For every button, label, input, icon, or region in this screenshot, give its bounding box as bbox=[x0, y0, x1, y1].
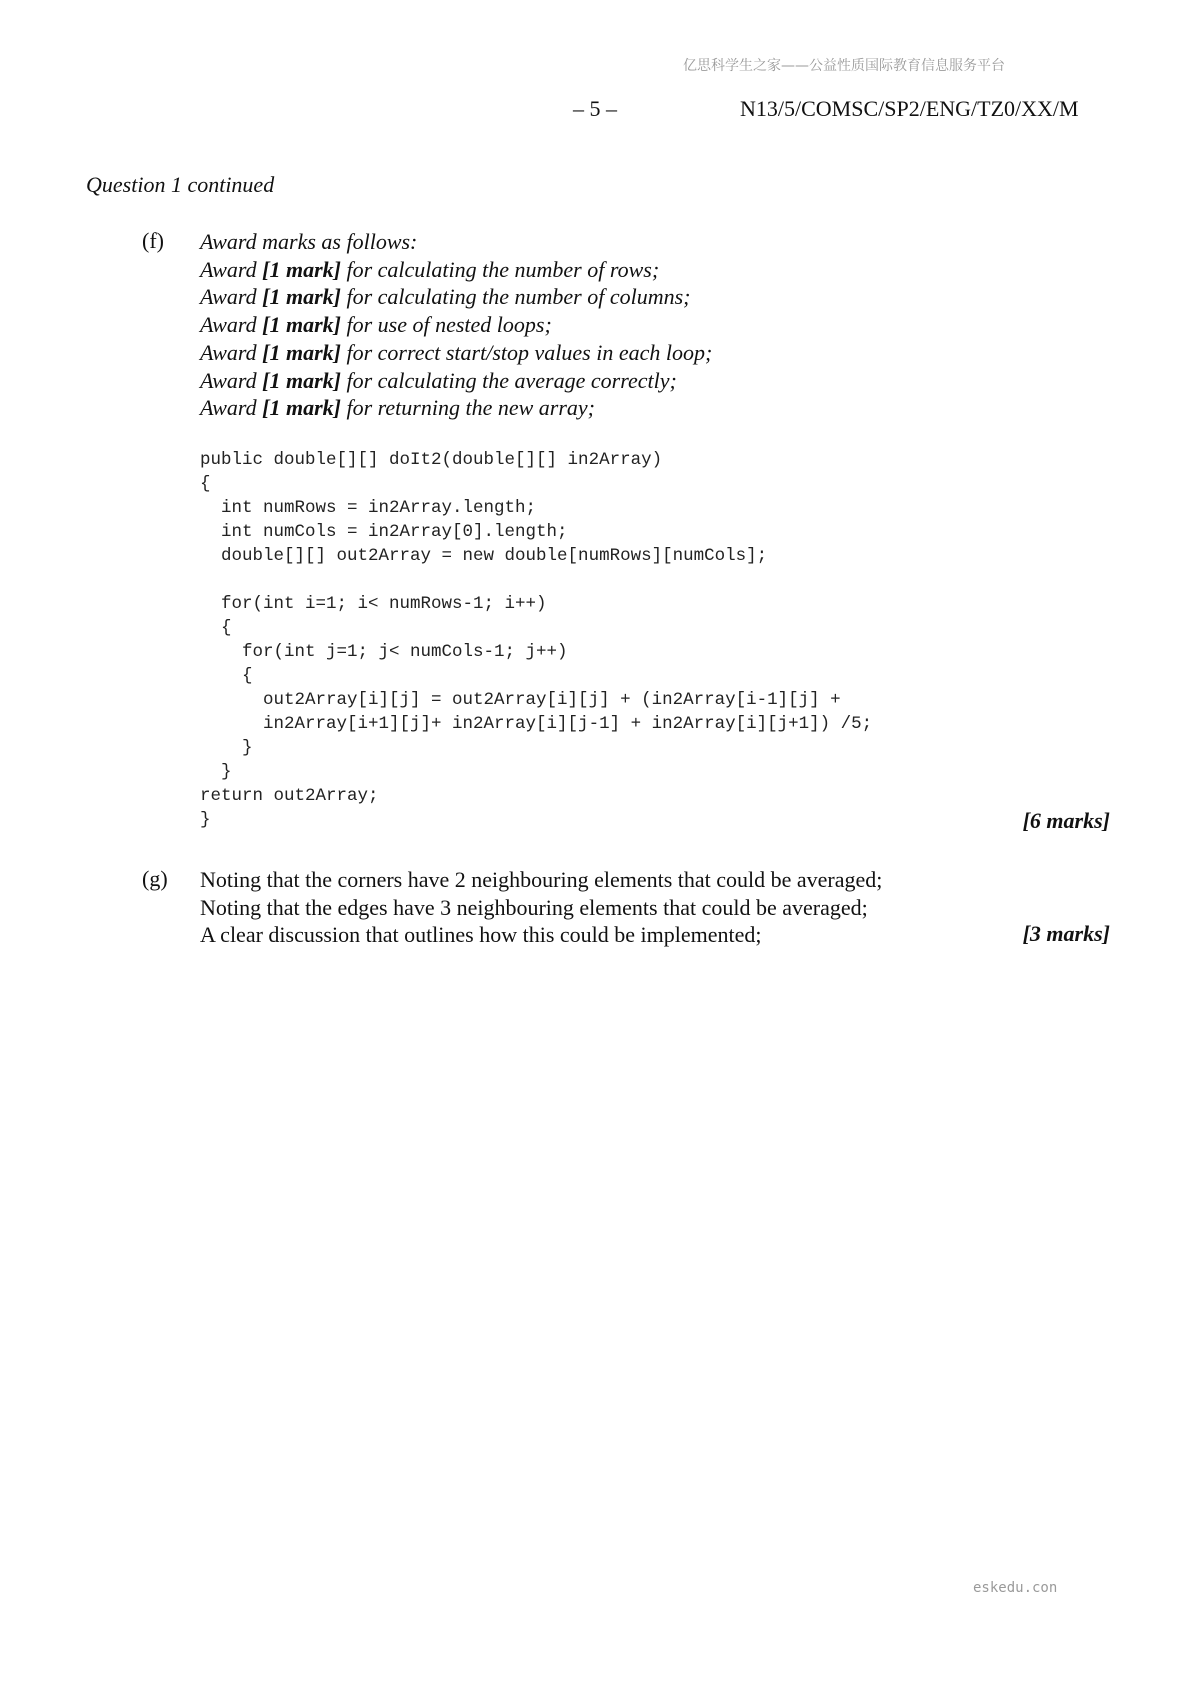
markscheme-intro: Award marks as follows: bbox=[200, 229, 418, 254]
mark-value: [1 mark] bbox=[262, 395, 341, 421]
part-g-markscheme bbox=[200, 866, 1020, 949]
part-g-label: (g) bbox=[142, 866, 168, 891]
markscheme-point: A clear discussion that outlines how this could be implemented; bbox=[200, 922, 762, 948]
markscheme-point: Noting that the corners have 2 neighbouring elements that could be averaged; bbox=[200, 867, 883, 892]
part-f-markscheme bbox=[200, 228, 1100, 422]
markscheme-criterion: Award [1 mark] for correct start/stop values in each loop; bbox=[200, 339, 713, 365]
mark-value: [1 mark] bbox=[262, 284, 341, 310]
mark-value: [1 mark] bbox=[262, 312, 341, 338]
mark-value: [1 mark] bbox=[262, 367, 341, 393]
watermark-bottom: eskedu.con bbox=[973, 1580, 1058, 1596]
part-g-marks: [3 marks] bbox=[1022, 921, 1110, 946]
page-number: – 5 – bbox=[573, 96, 617, 121]
section-title: Question 1 continued bbox=[86, 172, 275, 197]
markscheme-criterion: Award [1 mark] for use of nested loops; bbox=[200, 312, 552, 338]
markscheme-criterion: Award [1 mark] for calculating the average correctly; bbox=[200, 367, 677, 393]
mark-value: [1 mark] bbox=[262, 339, 341, 365]
watermark-top: 亿思科学生之家——公益性质国际教育信息服务平台 bbox=[683, 58, 1005, 74]
part-f-label: (f) bbox=[142, 228, 164, 253]
paper-code: N13/5/COMSC/SP2/ENG/TZ0/XX/M bbox=[740, 96, 1079, 121]
code-listing: public double[][] doIt2(double[][] in2Array) { int numRows = in2Array.length; int numCols = in2Array[0].length; double[][] out2Array = new double[numRows][numCols]; for(int i=1; i< numRows-1; i++) { for(int j=1; j< numCols-1; j++) { out2Array[i][j] = out2Array[i][j] + (in2Array[i-1][j] + in2Array[i+1][j]+ in2Array[i][j-1] + in2Array[i][j+1]) /5; } } return out2Array; } bbox=[200, 450, 873, 830]
part-f-marks: [6 marks] bbox=[1022, 808, 1110, 833]
mark-value: [1 mark] bbox=[262, 256, 341, 282]
markscheme-criterion: Award [1 mark] for calculating the number of rows; bbox=[200, 256, 660, 282]
markscheme-criterion: Award [1 mark] for returning the new array; bbox=[200, 395, 595, 421]
markscheme-criterion: Award [1 mark] for calculating the number of columns; bbox=[200, 284, 691, 310]
markscheme-point: Noting that the edges have 3 neighbouring elements that could be averaged; bbox=[200, 894, 868, 920]
